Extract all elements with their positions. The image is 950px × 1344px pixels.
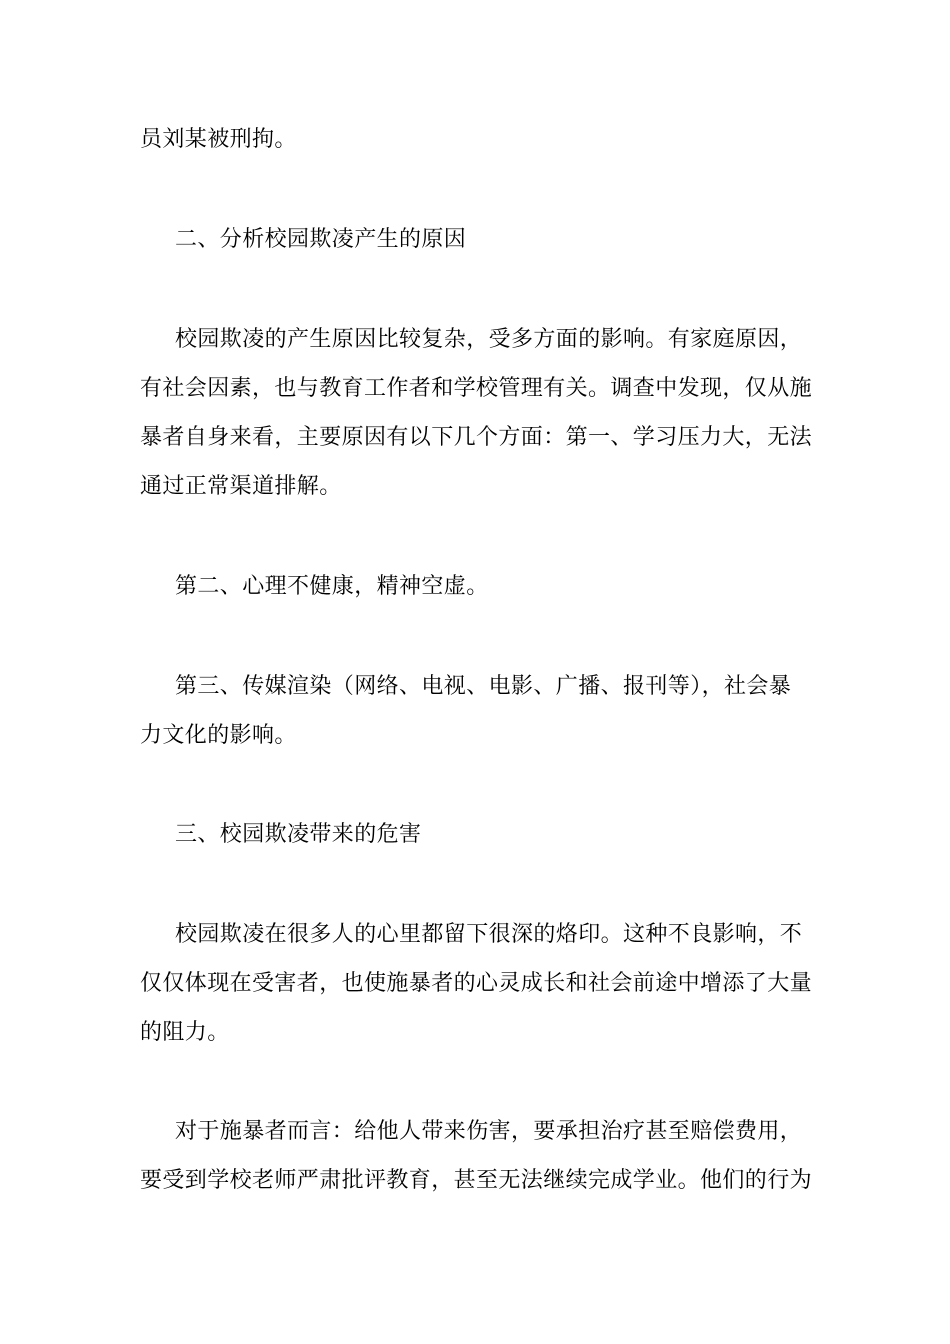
section-heading: 三、校园欺凌带来的危害 bbox=[175, 822, 422, 847]
text-line: 第三、传媒渲染（网络、电视、电影、广播、报刊等），社会暴 bbox=[175, 674, 792, 699]
text-line: 仅仅体现在受害者，也使施暴者的心灵成长和社会前途中增添了大量 bbox=[140, 971, 813, 996]
text-line: 校园欺凌的产生原因比较复杂，受多方面的影响。有家庭原因， bbox=[175, 327, 803, 352]
text-line: 校园欺凌在很多人的心里都留下很深的烙印。这种不良影响，不 bbox=[175, 922, 803, 947]
text-line: 的阻力。 bbox=[140, 1020, 230, 1045]
text-line: 通过正常渠道排解。 bbox=[140, 474, 342, 499]
text-line: 力文化的影响。 bbox=[140, 723, 297, 748]
text-line: 要受到学校老师严肃批评教育，甚至无法继续完成学业。他们的行为 bbox=[140, 1168, 813, 1193]
text-line: 第二、心理不健康，精神空虚。 bbox=[175, 574, 489, 599]
text-line: 有社会因素，也与教育工作者和学校管理有关。调查中发现，仅从施 bbox=[140, 376, 813, 401]
section-heading: 二、分析校园欺凌产生的原因 bbox=[175, 227, 467, 252]
text-line: 对于施暴者而言：给他人带来伤害，要承担治疗甚至赔偿费用， bbox=[175, 1119, 803, 1144]
text-line: 员刘某被刑拘。 bbox=[140, 127, 297, 152]
text-line: 暴者自身来看，主要原因有以下几个方面：第一、学习压力大，无法 bbox=[140, 425, 813, 450]
